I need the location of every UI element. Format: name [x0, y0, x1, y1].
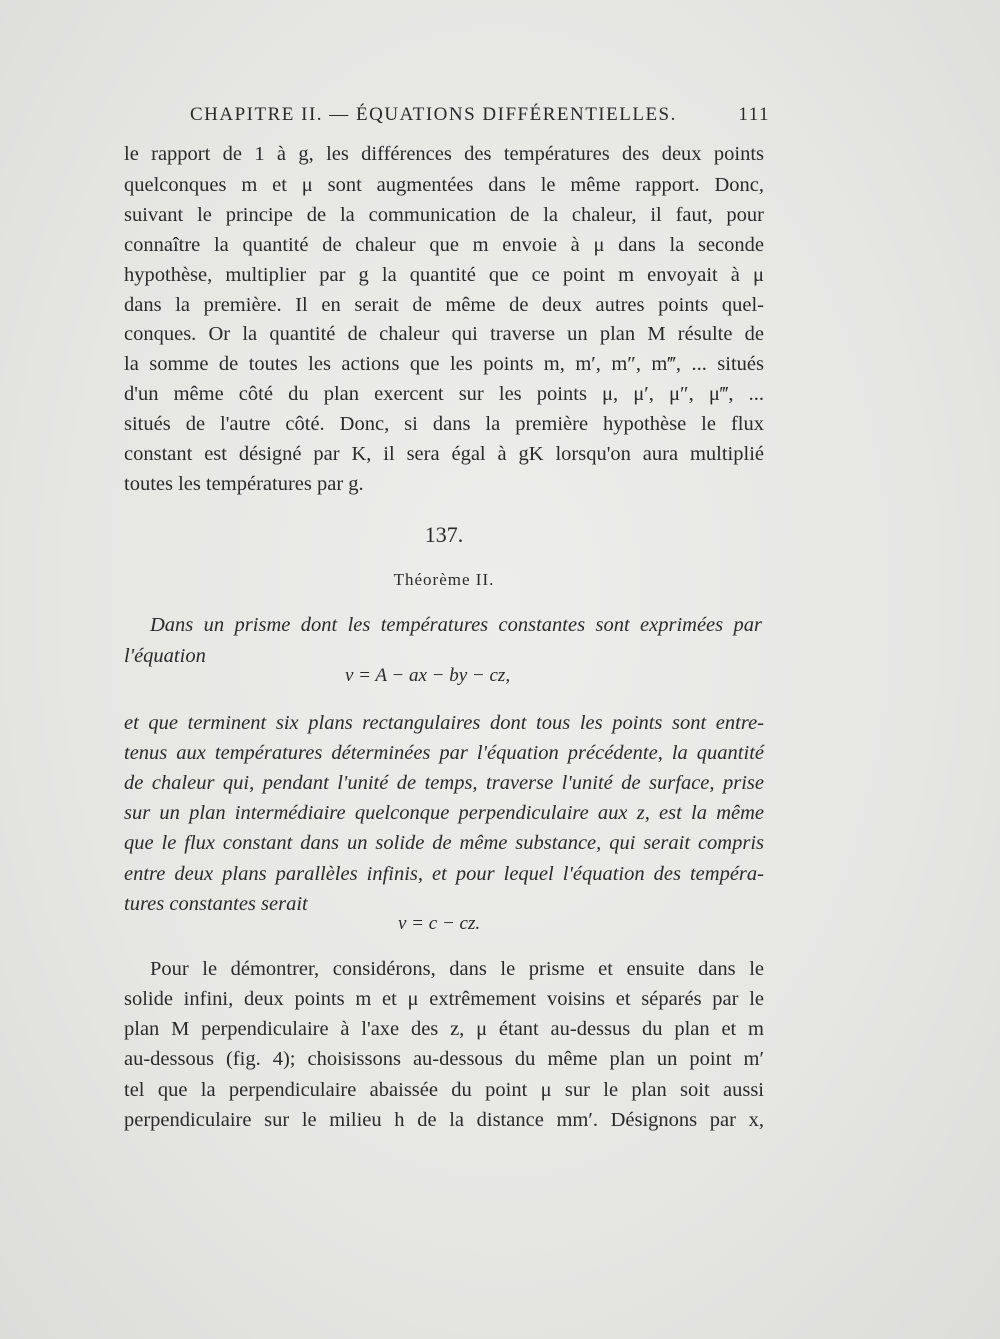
equation-2: v = c − cz.	[398, 913, 481, 934]
paragraph-line: situés de l'autre côté. Donc, si dans la première hypothèse le flux	[124, 413, 764, 435]
paragraph-line: le rapport de 1 à g, les différences des températures des deux points	[124, 143, 764, 165]
paragraph-line: connaître la quantité de chaleur que m envoie à μ dans la seconde	[124, 234, 764, 256]
theorem-line: tures constantes serait	[124, 893, 308, 915]
paragraph-line: perpendiculaire sur le milieu h de la distance mm′. Désignons par x,	[124, 1109, 764, 1131]
paragraph-line: constant est désigné par K, il sera égal à gK lorsqu'on aura multiplié	[124, 443, 764, 465]
paragraph-line: conques. Or la quantité de chaleur qui traverse un plan M résulte de	[124, 323, 764, 345]
equation-1: v = A − ax − by − cz,	[345, 665, 511, 686]
paragraph-line: plan M perpendiculaire à l'axe des z, μ étant au-dessus du plan et m	[124, 1018, 764, 1040]
paragraph-line: hypothèse, multiplier par g la quantité que ce point m envoyait à μ	[124, 264, 764, 286]
running-header	[190, 104, 770, 126]
paragraph-line: tel que la perpendiculaire abaissée du point μ sur le plan soit aussi	[124, 1079, 764, 1101]
theorem-line: sur un plan intermédiaire quelconque perpendiculaire aux z, est la même	[124, 802, 764, 824]
theorem-line: de chaleur qui, pendant l'unité de temps, traverse l'unité de surface, prise	[124, 772, 764, 794]
paragraph-line: quelconques m et μ sont augmentées dans le même rapport. Donc,	[124, 174, 764, 196]
theorem-line: entre deux plans parallèles infinis, et pour lequel l'équation des tempéra-	[124, 863, 764, 885]
paragraph-line: Pour le démontrer, considérons, dans le prisme et ensuite dans le	[150, 958, 764, 980]
paragraph-line: toutes les températures par g.	[124, 473, 364, 495]
chapter-title: CHAPITRE II. — ÉQUATIONS DIFFÉRENTIELLES.	[190, 104, 677, 125]
paragraph-line: la somme de toutes les actions que les points m, m′, m″, m‴, ... situés	[124, 353, 764, 375]
paragraph-line: dans la première. Il en serait de même de deux autres points quel-	[124, 294, 764, 316]
section-number: 137.	[424, 522, 464, 547]
theorem-line: et que terminent six plans rectangulaires dont tous les points sont entre-	[124, 712, 764, 734]
paragraph-line: au-dessous (fig. 4); choisissons au-dessous du même plan un point m′	[124, 1048, 764, 1070]
theorem-title: Théorème II.	[393, 570, 495, 589]
paragraph-line: solide infini, deux points m et μ extrêmement voisins et séparés par le	[124, 988, 764, 1010]
theorem-line: Dans un prisme dont les températures constantes sont exprimées par	[150, 614, 762, 636]
theorem-line: tenus aux températures déterminées par l'équation précédente, la quantité	[124, 742, 764, 764]
page-number: 111	[738, 104, 770, 125]
theorem-line: que le flux constant dans un solide de même substance, qui serait compris	[124, 832, 764, 854]
theorem-line: l'équation	[124, 645, 206, 667]
paragraph-line: suivant le principe de la communication de la chaleur, il faut, pour	[124, 204, 764, 226]
paragraph-line: d'un même côté du plan exercent sur les points μ, μ′, μ″, μ‴, ...	[124, 383, 764, 405]
